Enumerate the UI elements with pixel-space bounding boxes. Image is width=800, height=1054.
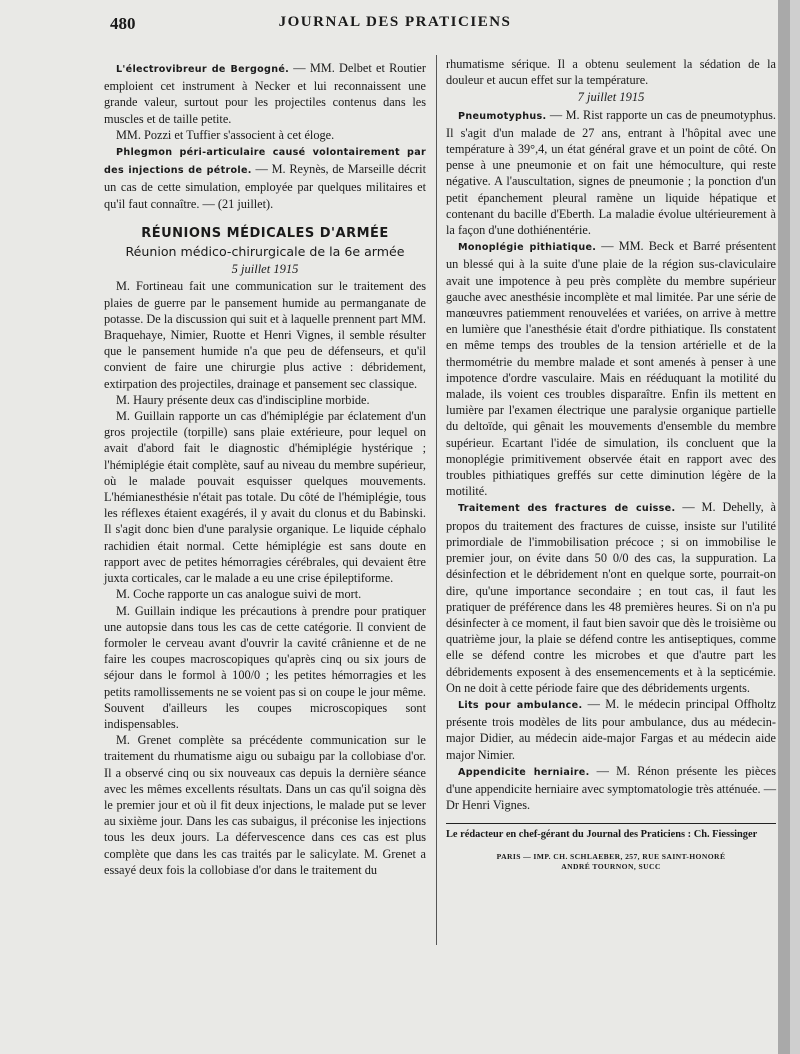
- paragraph: M. Guillain rapporte un cas d'hémiplégie par éclatement d'un gros projectile (torpille) sans plaie extérieure, pour lequel on avait d'abord fait le diagnostic d'hémiplégie hystérique ; l'hémiplégie était complète, sauf au niveau du membre supérieur, où le malade pouvait esquisser quelques mouvements. L'hémianesthésie n'était pas totale. Du côté de l'hémiplégie, tous les réflexes étaient exagérés, il y avait du clonus et du Babinski. Il s'agit donc bien d'une paralysie organique. Le liquide céphalo rachidien était normal. Cette hémiplégie est sans doute en rapport avec de petites hémorragies cérébrales, qui devaient être juxta corticales, car le malade a eu une crise épileptiforme.: [104, 409, 426, 586]
- subheading: Traitement des fractures de cuisse.: [458, 503, 676, 515]
- page-edge: [778, 0, 790, 1054]
- paragraph-lits: Lits pour ambulance. — M. le médecin principal Offholtz présente trois modèles de lits pour ambulance, dus au médecin-major Didier, au médecin aide-major Fargas et au médecin aide major Nimier.: [446, 696, 776, 762]
- paragraph: M. Guillain indique les précautions à prendre pour pratiquer une autopsie dans tous les cas de cette catégorie. Il convient de formoler le cerveau avant d'ouvrir la cavité crânienne et de ne faire les coupes macroscopiques qu'après cinq ou six jours de séjour dans le formol à 100/0 ; les petites hémorragies et les petits ramollissements ne se voient pas si on coupe le jour même. Souvent d'ailleurs les coupes microscopiques sont indispensables.: [104, 603, 426, 731]
- editor-line: Le rédacteur en chef-gérant du Journal des Praticiens : Ch. Fiessinger: [446, 823, 776, 843]
- column-rule: [436, 55, 437, 945]
- subheading: Monoplégie pithiatique.: [458, 242, 597, 254]
- paragraph-electrovibreur: L'électrovibreur de Bergogné. — MM. Delbet et Routier emploient cet instrument à Necker et lui reconnaissent une grande valeur, surtout pour les projectiles contenus dans les muscles et de taille petite.: [104, 61, 426, 126]
- page-number: 480: [110, 14, 136, 33]
- subheading: L'électrovibreur de Bergogné.: [116, 64, 290, 75]
- paragraph: M. Haury présente deux cas d'indiscipline morbide.: [116, 392, 370, 407]
- section-subtitle: Réunion médico-chirurgicale de la 6e armée: [125, 244, 405, 260]
- paragraph: M. Coche rapporte un cas analogue suivi de mort.: [116, 587, 362, 602]
- paragraph-phlegmon: Phlegmon péri-articulaire causé volontairement par des injections de pétrole. — M. Reynès, de Marseille décrit un cas de cette simulation, employée par quelques militaires et qu'il faut connaître. — (21 juillet).: [104, 147, 426, 211]
- section-date: 7 juillet 1915: [577, 90, 645, 105]
- subheading: Appendicite herniaire.: [458, 766, 590, 778]
- section-title: RÉUNIONS MÉDICALES D'ARMÉE: [141, 225, 389, 241]
- left-column: [104, 60, 426, 878]
- subheading: Phlegmon péri-articulaire causé volontairement par des injections de pétrole.: [104, 147, 426, 177]
- printer-line: ANDRÉ TOURNON, SUCC: [561, 861, 661, 871]
- paragraph-fractures: Traitement des fractures de cuisse. — M. Dehelly, à propos du traitement des fractures de cuisse, insiste sur l'utilité primordiale de l'immobilisation précoce ; si on immobilise le premier jour, on évite dans 50 0/0 des cas, la suppuration. La désinfection et le débridement n'ont en quelque sorte, pourrait-on dire, qu'une importance secondaire ; en tout cas, il faut les pratiquer de préférence dans les 48 premières heures. Si on n'a pu désinfecter à ce moment, il faut bien savoir que dès le troisième ou quatrième jour, la plaie se défend contre les antiseptiques, comme elle se défend contre les microbes et que d'autre part les débridements exposent à des ensemencements et à la septicémie. On ne doit à cette période faire que des débridements urgents.: [446, 500, 777, 695]
- printer-imprint: [446, 852, 776, 872]
- page-header: [0, 10, 790, 38]
- running-title: JOURNAL DES PRATICIENS: [278, 14, 512, 30]
- paragraph-monoplegie: Monoplégie pithiatique. — MM. Beck et Barré présentent un blessé qui à la suite d'une plaie de la région sus-claviculaire avait une impotence à peu près complète du membre supérieur gauche avec anesthésie incomplète et mal limitée. Par une série de manœuvres patiemment renouvelées et variées, on arrive à mettre en lumière que l'anesthésie était d'ordre pithiatique. Ils constatent en même temps des troubles de la tension artérielle et de la thermométrie du membre malade et sont amenés à penser à une impotence d'ordre vasculaire. Mais en rééduquant la motilité du malade, ils voient ces troubles disparaître. Enfin ils mettent en lumière par l'examen électrique une paralysie organique partielle du deltoïde, qui gênait les mouvements d'ensemble du membre supérieur. Ecartant l'idée de simulation, ils concluent que la monoplégie primitivement observée était en rapport avec des troubles pithiatiques greffés sur cette diminution légère de la motilité.: [446, 239, 776, 499]
- paragraph: rhumatisme sérique. Il a obtenu seulement la sédation de la douleur et aucun effet sur la température.: [446, 57, 776, 88]
- paragraph: MM. Pozzi et Tuffier s'associent à cet éloge.: [116, 127, 335, 142]
- printer-line: PARIS — IMP. CH. SCHLAEBER, 257, RUE SAINT-HONORÉ: [496, 851, 726, 861]
- right-column: [446, 56, 776, 872]
- paragraph-appendicite: Appendicite herniaire. — M. Rénon présente les pièces d'une appendicite herniaire avec symptomatologie très atténuée. — Dr Henri Vignes.: [446, 763, 777, 813]
- paragraph: M. Grenet complète sa précédente communication sur le traitement du rhumatisme aigu ou subaigu par la collobiase d'or. Il a observé cinq ou six nouveaux cas depuis la dernière séance avec les mêmes excellents résultats. Dans un cas qu'il soigna dès le premier jour et où il fit deux injections, le malade put se lever au sixième jour. Dans les cas subaigus, il préconise les injections tous les deux jours. La défervescence dans ces cas est plus complète que dans les cas traités par le salicylate. M. Grenet a essayé deux fois la collobiase d'or dans le traitement du: [104, 733, 426, 877]
- subheading: Pneumotyphus.: [458, 110, 547, 122]
- section-date: 5 juillet 1915: [231, 262, 299, 277]
- paragraph: M. Fortineau fait une communication sur le traitement des plaies de guerre par le pansement humide au permanganate de potasse. De la discussion qui suit et à laquelle prennent part MM. Braquehaye, Nimier, Ruotte et Henri Vignes, il semble résulter que le pansement humide n'a que peu de défenseurs, et qu'il convient de faire une chirurgie plus active : débridement, extirpation des projectiles, drainage et pansement sec classique.: [104, 279, 426, 391]
- subheading: Lits pour ambulance.: [458, 699, 583, 711]
- paragraph-pneumotyphus: Pneumotyphus. — M. Rist rapporte un cas de pneumotyphus. Il s'agit d'un malade de 27 ans, entrant à l'hôpital avec une température à 39°,4, un état général grave et un point de côté. On pense à une pneumonie et on fait une hémoculture, qui reste négative. A l'auscultation, signes de pneumonie ; la ponction d'un petit épanchement pleural ramène un liquide hépatique et contenant du bacille d'Eberth. La maladie évolue ultérieurement à la façon d'une dothiénentérie.: [446, 107, 776, 238]
